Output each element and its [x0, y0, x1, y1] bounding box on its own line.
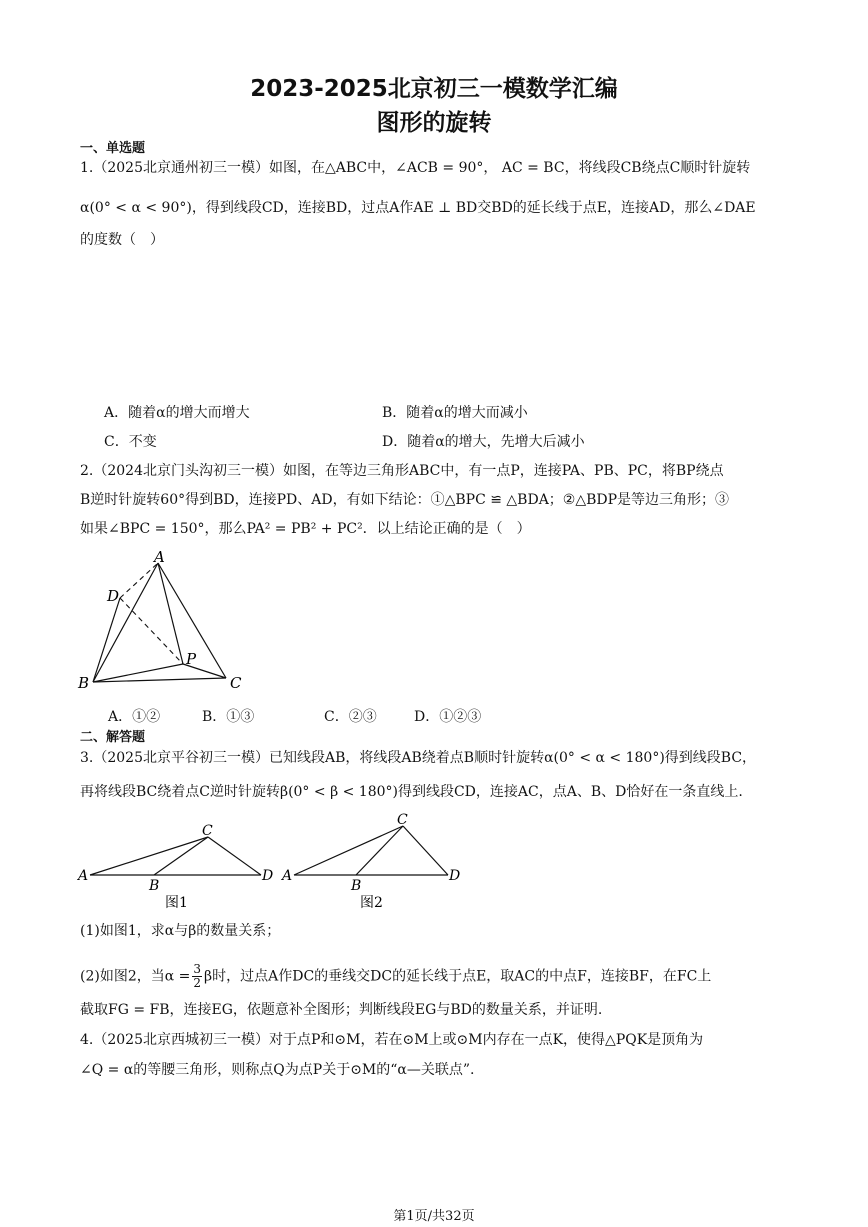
q3-fig2-label-b: B: [351, 878, 362, 894]
section-heading-single-choice: 一、单选题: [80, 141, 146, 156]
q3-fig2-label-c: C: [397, 812, 408, 828]
q3-part2-fraction-denominator: 2: [193, 976, 202, 990]
document-title-line1: 2023-2025北京初三一模数学汇编: [250, 76, 618, 102]
q2-label-a: A: [154, 548, 165, 566]
q2-label-p: P: [186, 650, 197, 668]
q2-option-d: D．①②③: [414, 709, 482, 725]
q4-line1: 4.（2025北京西城初三一模）对于点P和⊙M，若在⊙M上或⊙M内存在一点K，使得△PQK是顶角为: [80, 1032, 704, 1048]
q1-line1: 1.（2025北京通州初三一模）如图，在△ABC中，∠ACB = 90°， AC = BC，将线段CB绕点C顺时针旋转: [80, 160, 751, 176]
q1-option-b: B．随着α的增大而减小: [382, 405, 528, 421]
page-footer: 第1页/共32页: [393, 1209, 475, 1224]
q2-line2: B逆时针旋转60°得到BD，连接PD、AD，有如下结论：①△BPC ≌ △BDA；②△BDP是等边三角形；③: [80, 492, 730, 508]
q3-part1: (1)如图1，求α与β的数量关系；: [80, 923, 281, 939]
q2-figure-triangle: [70, 548, 260, 696]
q3-part2-line1: [80, 963, 711, 990]
q3-fig1-caption: 图1: [165, 895, 188, 911]
q3-fig2-caption: 图2: [360, 895, 383, 911]
q3-part2-fraction-numerator: 3: [193, 962, 202, 976]
q3-part2-prefix: (2)如图2，当α =: [80, 968, 191, 985]
q2-option-c: C．②③: [324, 709, 377, 725]
q1-option-d: D．随着α的增大，先增大后减小: [382, 434, 585, 450]
q3-figure-2: [280, 808, 480, 913]
q3-figure-1: [76, 818, 286, 913]
q3-fig1-label-d: D: [262, 868, 274, 884]
q2-line1: 2.（2024北京门头沟初三一模）如图，在等边三角形ABC中，有一点P，连接PA、PB、PC，将BP绕点: [80, 463, 724, 479]
q3-fig1-label-c: C: [202, 823, 213, 839]
q3-line2: 再将线段BC绕着点C逆时针旋转β(0° < β < 180°)得到线段CD，连接AC，点A、B、D恰好在一条直线上.: [80, 784, 743, 800]
q3-part2-suffix: β时，过点A作DC的垂线交DC的延长线于点E，取AC的中点F，连接BF，在FC上: [204, 968, 712, 985]
q3-part2-line2: 截取FG = FB，连接EG，依题意补全图形；判断线段EG与BD的数量关系，并证明.: [80, 1002, 603, 1018]
q3-fig2-label-d: D: [449, 868, 461, 884]
q2-option-b: B．①③: [202, 709, 255, 725]
q2-line3: 如果∠BPC = 150°，那么PA² = PB² + PC²．以上结论正确的是（ ）: [80, 521, 531, 537]
q1-option-a: A．随着α的增大而增大: [104, 405, 250, 421]
document-title-line2: 图形的旋转: [376, 110, 492, 136]
q3-fig1-label-b: B: [149, 878, 160, 894]
q2-label-b: B: [78, 674, 90, 692]
q3-line1: 3.（2025北京平谷初三一模）已知线段AB，将线段AB绕着点B顺时针旋转α(0° < α < 180°)得到线段BC，: [80, 750, 757, 766]
q2-label-d: D: [107, 587, 120, 605]
q3-fig1-label-a: A: [78, 868, 89, 884]
q3-fig2-label-a: A: [282, 868, 293, 884]
q1-option-c: C．不变: [104, 434, 157, 450]
q2-option-a: A．①②: [108, 709, 161, 725]
q4-line2: ∠Q = α的等腰三角形，则称点Q为点P关于⊙M的“α—关联点”.: [80, 1062, 475, 1078]
q1-line3: 的度数（ ）: [80, 232, 164, 248]
q1-line2: α(0° < α < 90°)，得到线段CD，连接BD，过点A作AE ⊥ BD交BD的延长线于点E，连接AD，那么∠DAE: [80, 200, 756, 216]
q2-label-c: C: [230, 674, 242, 692]
q3-part2-fraction: [192, 963, 202, 990]
section-heading-answer: 二、解答题: [80, 730, 146, 745]
